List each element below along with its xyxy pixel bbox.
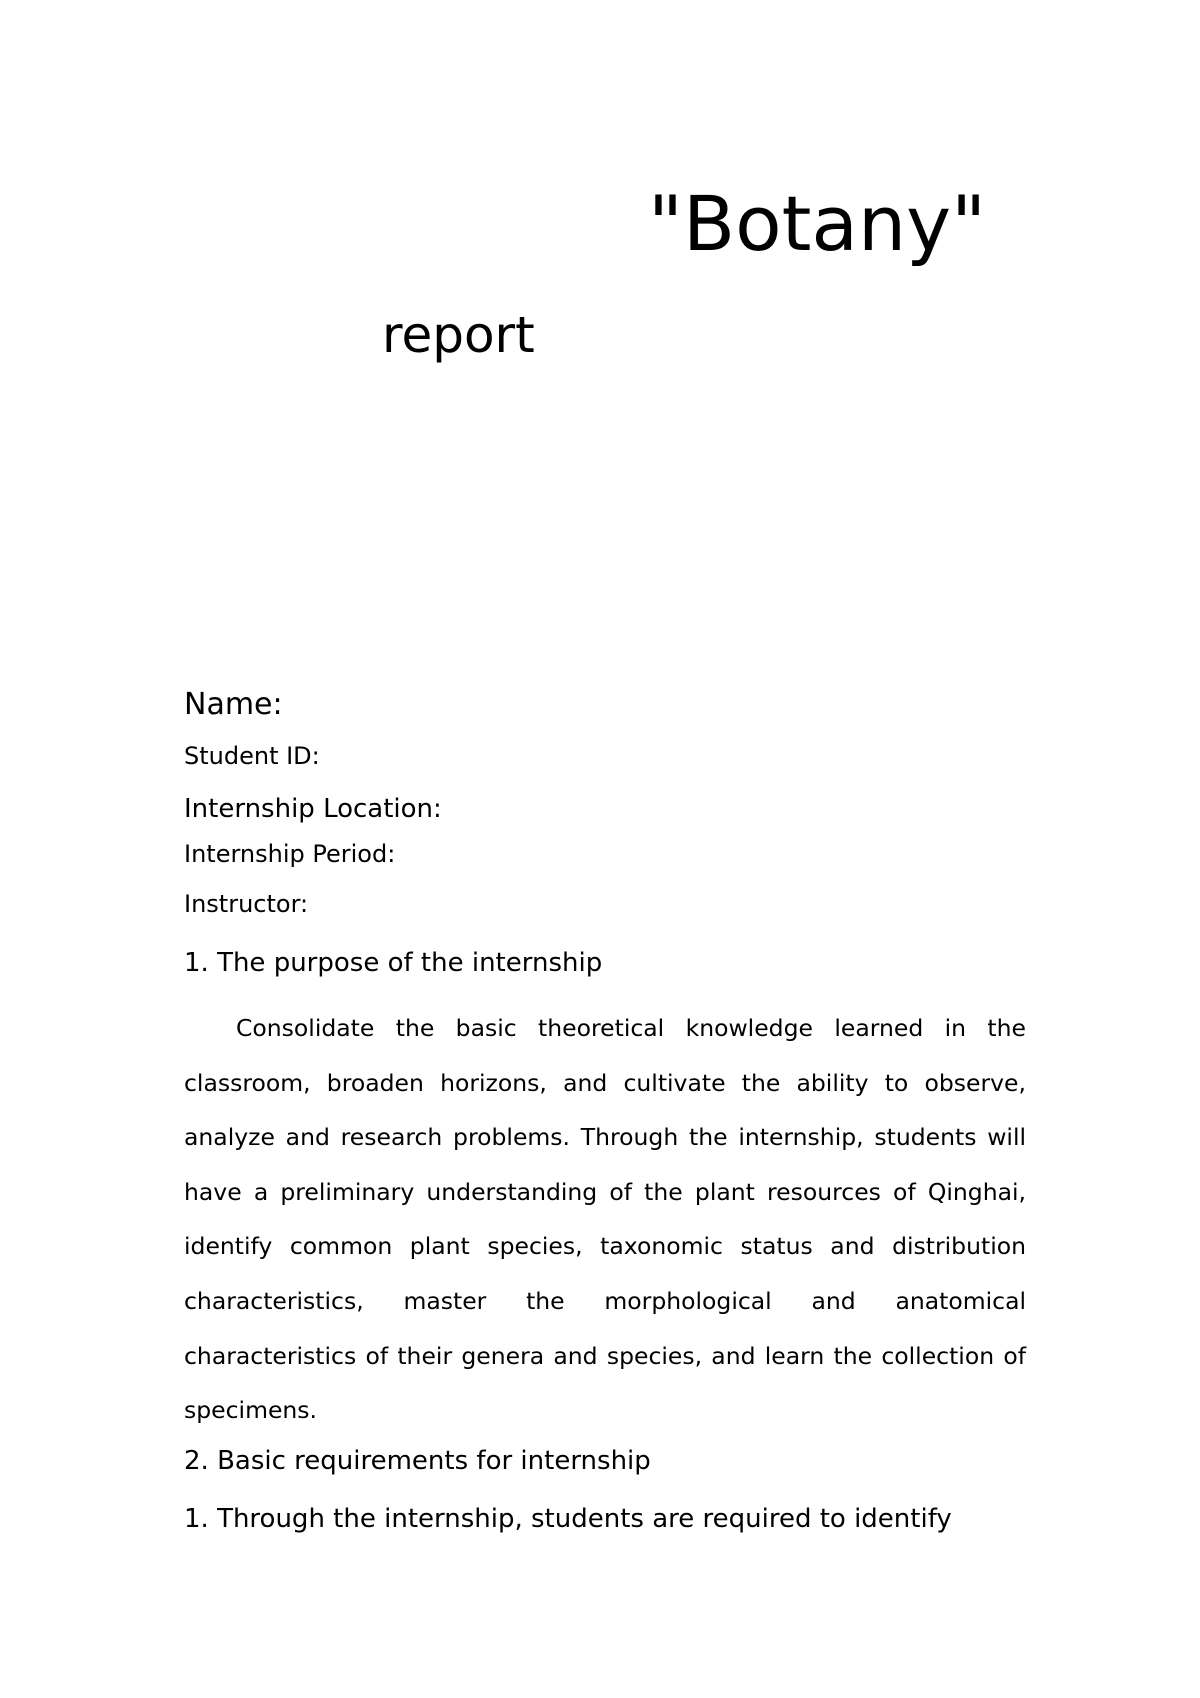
name-label: Name: [184,687,283,722]
internship-location-label: Internship Location: [184,794,442,824]
document-subtitle: report [382,306,535,364]
document-title: "Botany" [648,179,987,268]
requirements-list-item: 1. Through the internship, students are required to identify [184,1504,952,1534]
section-heading-purpose: 1. The purpose of the internship [184,948,603,978]
internship-period-label: Internship Period: [184,840,396,868]
section-body-purpose: Consolidate the basic theoretical knowledge learned in the classroom, broaden horizons, and cultivate the ability to observe, analyze and research problems. Through the internship, students will have a preliminary understanding of the plant resources of Qinghai, identify common plant species, taxonomic status and distribution characteristics, master the morphological and anatomical characteristics of their genera and species, and learn the collection of specimens. [184,1014,1026,1425]
section-heading-requirements: 2. Basic requirements for internship [184,1446,651,1476]
student-id-label: Student ID: [184,742,320,770]
instructor-label: Instructor: [184,890,309,918]
